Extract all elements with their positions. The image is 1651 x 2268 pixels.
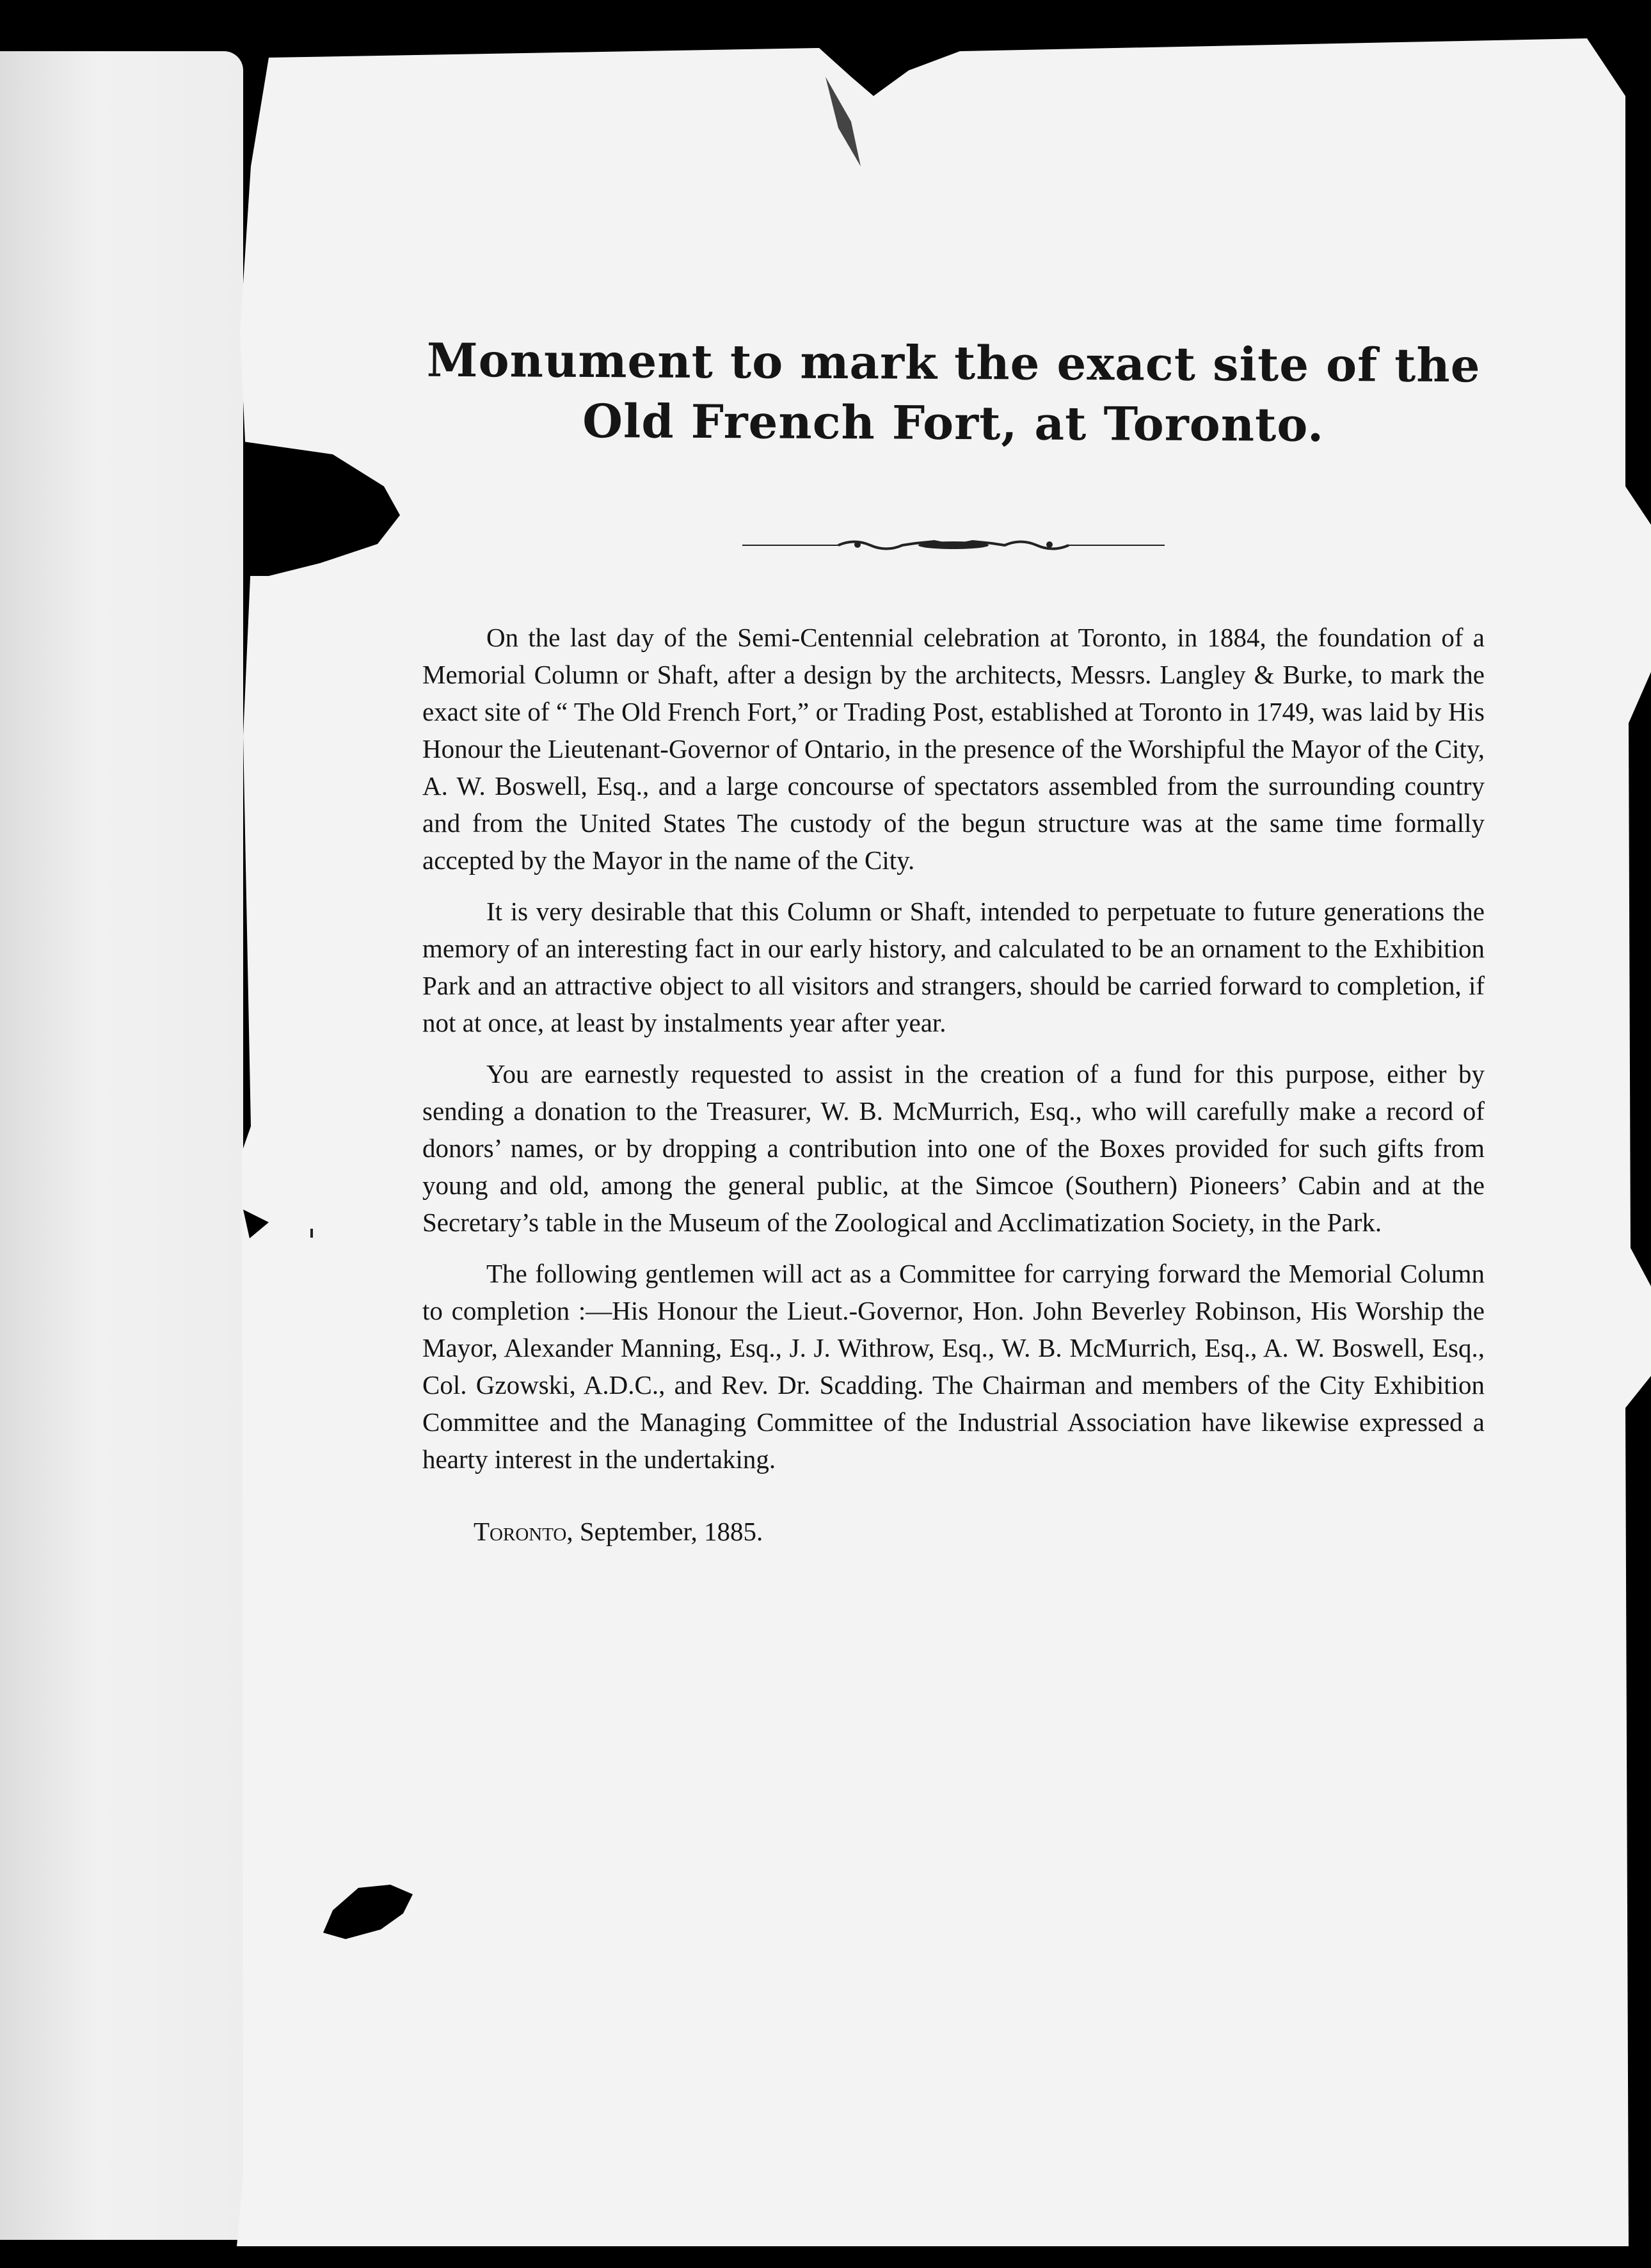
title-line: Monument to mark the exact site of the: [426, 332, 1481, 393]
paragraph: On the last day of the Semi-Centennial celebration at Toronto, in 1884, the foundation of a Memorial Column or Shaft, after a design by the architects, Messrs. Langley & Burke, to mark the exact site of “ The Old French Fort,” or Trading Post, established at Toronto in 1749, was laid by His Honour the Lieutenant-Governor of Ontario, in the presence of the Worshipful the Mayor of the City, A. W. Boswell, Esq., and a large concourse of spectators assembled from the surrounding country and from the United States The custody of the begun structure was at the same time formally accepted by the Mayor in the name of the City.: [422, 623, 1485, 875]
signoff-date: September, 1885.: [573, 1517, 763, 1547]
title-line: Old French Fort, at Toronto.: [582, 393, 1325, 452]
paragraph: It is very desirable that this Column or Shaft, intended to perpetuate to future generations the memory of an interesting fact in our early history, and calculated to be an ornament to the Exhibition Park and an attractive object to all visitors and strangers, should be carried forward to completion, if not at once, at least by instalments year after year.: [422, 897, 1485, 1038]
signoff-place: Toronto,: [474, 1517, 573, 1547]
paragraph: The following gentlemen will act as a Committee for carrying forward the Memorial Column to completion :—His Honour the Lieut.-Governor, Hon. John Beverley Robinson, His Worship the Mayor, Alexander Manning, Esq., J. J. Withrow, Esq., W. B. McMurrich, Esq., A. W. Boswell, Esq., Col. Gzowski, A.D.C., and Rev. Dr. Scadding. The Chairman and members of the City Exhibition Committee and the Managing Committee of the Industrial Association have likewise expressed a hearty interest in the undertaking.: [422, 1259, 1485, 1474]
ornamental-divider: [742, 536, 1165, 555]
document-title: [422, 330, 1485, 456]
signoff: [474, 1516, 1485, 1547]
document-body: [422, 333, 1485, 1547]
paragraph: You are earnestly requested to assist in the creation of a fund for this purpose, either by sending a donation to the Treasurer, W. B. McMurrich, Esq., who will carefully make a record of donors’ names, or by dropping a contribution into one of the Boxes provided for such gifts from young and old, among the general public, at the Simcoe (Southern) Pioneers’ Cabin and at the Secretary’s table in the Museum of the Zoological and Acclimatization Society, in the Park.: [422, 1059, 1485, 1238]
